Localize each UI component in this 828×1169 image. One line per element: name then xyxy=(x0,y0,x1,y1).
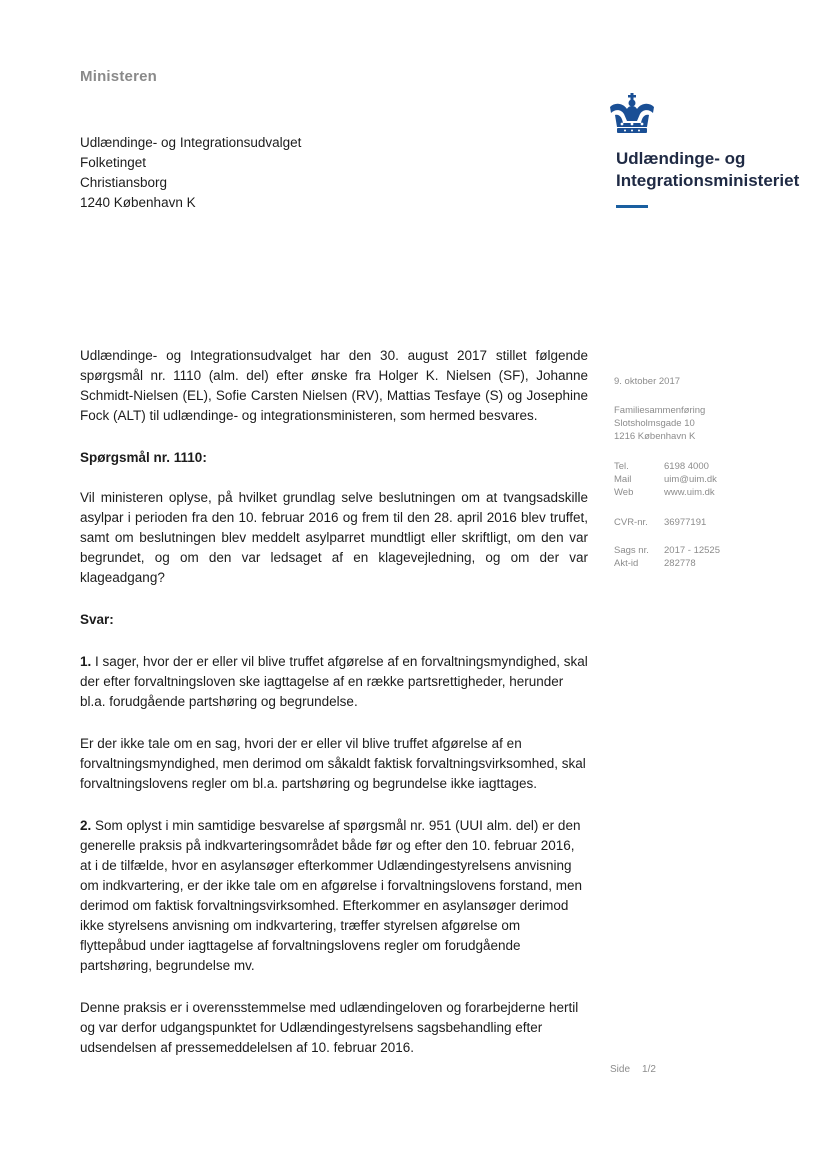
paragraph-number: 2. xyxy=(80,818,92,833)
page-value: 1/2 xyxy=(642,1064,656,1075)
ministry-name-line: Integrationsministeriet xyxy=(616,171,800,190)
cvr-label: CVR-nr. xyxy=(614,517,648,528)
web-label: Web xyxy=(614,487,634,498)
letter-body xyxy=(80,346,588,1080)
city-address: 1216 København K xyxy=(614,431,696,442)
mail-label: Mail xyxy=(614,474,632,485)
paragraph-text: Som oplyst i min samtidige besvarelse af spørgsmål nr. 951 (UUI alm. del) er den generelle praksis på indkvarteringsområdet både før og efter den 10. februar 2016, at i de tilfælde, hvor en asylansøger efterkommer Udlændingestyrelsens anvisning om indkvartering, er der ikke tale om en afgørelse i forvaltningslovens forstand, men derimod om faktisk forvaltningsvirksomhed. Efterkommer en asylansøger derimod ikke styrelsens anvisning om indkvartering, træffer styrelsen afgørelse om flyttepåbud under iagttagelse af forvaltningslovens regler om forudgående partshøring, begrundelse mv. xyxy=(80,818,582,973)
contact-row-mail xyxy=(614,473,717,486)
answer-paragraph: Denne praksis er i overensstemmelse med udlændingeloven og forarbejderne hertil og var derfor udgangspunktet for Udlændingestyrelsens sagsbehandling efter udsendelsen af pressemeddelelsen af 10. februar 2016. xyxy=(80,1000,579,1055)
contact-row-tel xyxy=(614,460,717,473)
answer-paragraph: Er der ikke tale om en sag, hvori der er eller vil blive truffet afgørelse af en forvaltningsmyndighed, men derimod om såkaldt faktisk forvaltningsvirksomhed, skal forvaltningslovens regler om bl.a. partshøring og begrundelse ikke iagttages. xyxy=(80,736,586,791)
web-value: www.uim.dk xyxy=(664,487,715,498)
street-address: Slotsholmsgade 10 xyxy=(614,418,695,429)
answer-paragraph xyxy=(80,816,588,976)
cvr-row xyxy=(614,516,706,529)
question-paragraph: Vil ministeren oplyse, på hvilket grundlag selve beslutningen om at tvangsadskille asylpar i perioden fra den 10. februar 2016 og frem til den 28. april 2016 blev truffet, samt om beslutningen blev meddelt asylparret mundtligt eller skriftligt, om den var begrundet, og om den var ledsaget af en klagevejledning, og om der var klageadgang? xyxy=(80,490,588,585)
recipient-line: Udlændinge- og Integrationsudvalget xyxy=(80,135,302,150)
question-heading: Spørgsmål nr. 1110: xyxy=(80,450,207,465)
contact-info xyxy=(614,460,717,499)
answer-heading: Svar: xyxy=(80,612,114,627)
sags-value: 2017 - 12525 xyxy=(664,545,720,556)
akt-label: Akt-id xyxy=(614,558,639,569)
ministry-name xyxy=(616,148,799,192)
tel-label: Tel. xyxy=(614,461,629,472)
tel-value: 6198 4000 xyxy=(664,461,709,472)
cvr-value: 36977191 xyxy=(664,517,707,528)
recipient-line: Christiansborg xyxy=(80,175,168,190)
cvr-info xyxy=(614,516,706,529)
recipient-line: 1240 København K xyxy=(80,195,196,210)
crown-icon xyxy=(607,93,657,135)
answer-paragraph xyxy=(80,652,588,712)
letter-date: 9. oktober 2017 xyxy=(614,376,681,387)
page-number xyxy=(610,1064,656,1075)
department-address xyxy=(614,404,705,443)
department-name: Familiesammenføring xyxy=(614,405,706,416)
recipient-address xyxy=(80,133,301,213)
contact-row-web xyxy=(614,486,717,499)
case-info xyxy=(614,544,720,570)
sender-title: Ministeren xyxy=(80,68,158,85)
akt-row xyxy=(614,557,720,570)
sags-label: Sags nr. xyxy=(614,545,649,556)
akt-value: 282778 xyxy=(664,558,696,569)
paragraph-text: I sager, hvor der er eller vil blive truffet afgørelse af en forvaltningsmyndighed, skal der efter forvaltningsloven ske iagttagelse af en række partsrettigheder, herunder bl.a. forudgående partshøring og begrundelse. xyxy=(80,654,588,709)
page-label: Side xyxy=(610,1064,631,1075)
ministry-name-line: Udlændinge- og xyxy=(616,149,746,168)
intro-paragraph: Udlændinge- og Integrationsudvalget har den 30. august 2017 stillet følgende spørgsmål nr. 1110 (alm. del) efter ønske fra Holger K. Nielsen (SF), Johanne Schmidt-Nielsen (EL), Sofie Carsten Nielsen (RV), Mattias Tesfaye (S) og Josephine Fock (ALT) til udlændinge- og integrationsministeren, som hermed besvares. xyxy=(80,348,588,423)
paragraph-number: 1. xyxy=(80,654,92,669)
sags-row xyxy=(614,544,720,557)
logo-accent-line xyxy=(616,205,648,208)
mail-value: uim@uim.dk xyxy=(664,474,717,485)
recipient-line: Folketinget xyxy=(80,155,147,170)
